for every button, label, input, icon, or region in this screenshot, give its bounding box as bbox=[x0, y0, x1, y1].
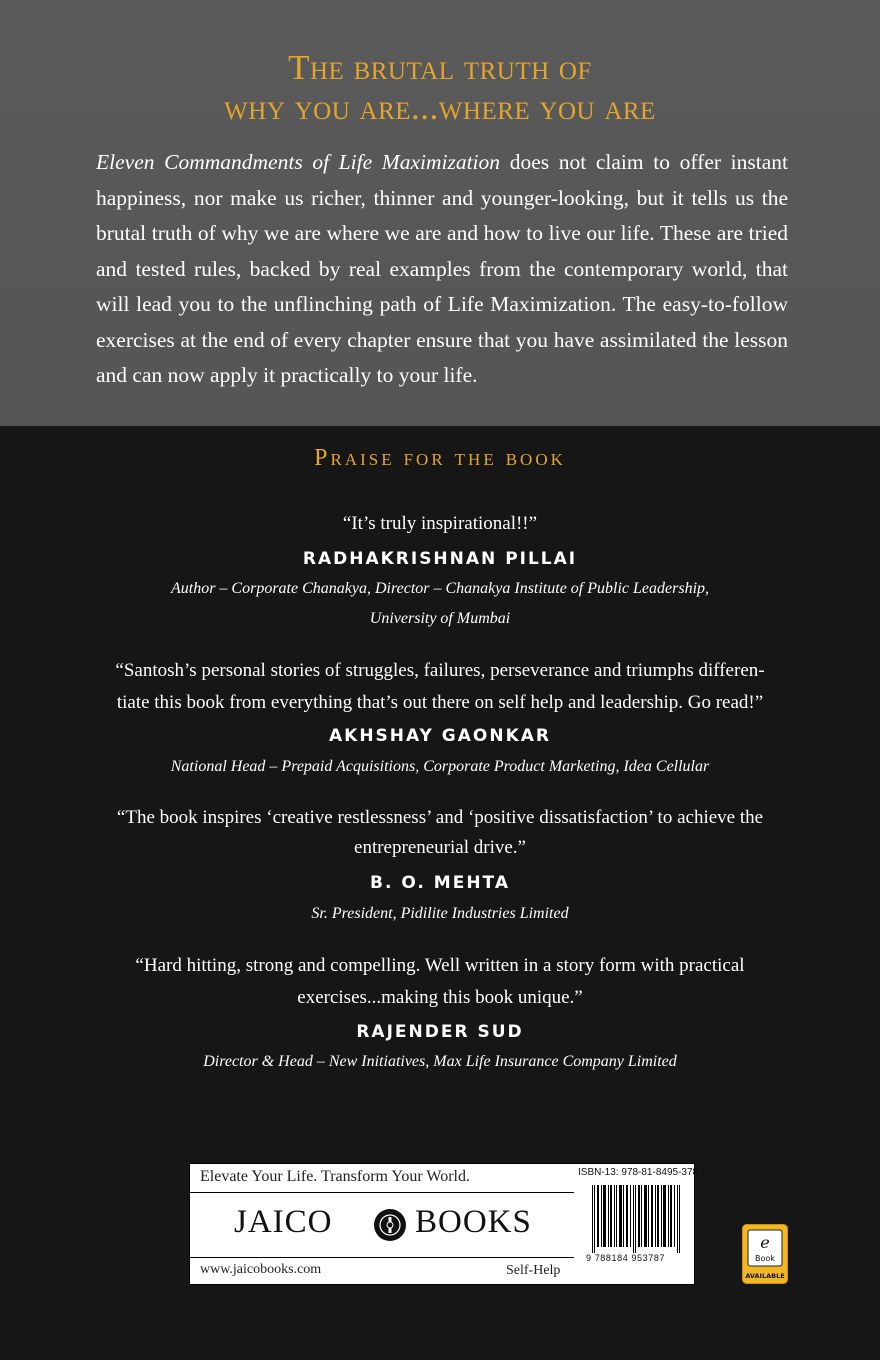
barcode-box bbox=[574, 1163, 707, 1285]
praise-quote-4a: “Hard hitting, strong and compelling. Well written in a story form with practical bbox=[135, 955, 745, 976]
praise-quote-2b: tiate this book from everything that’s out there on self help and leadership. Go read!” bbox=[116, 692, 764, 713]
praise-quote-2a: “Santosh’s personal stories of struggles, failures, perseverance and triumphs differen- bbox=[115, 660, 765, 681]
barcode-icon bbox=[592, 1185, 682, 1253]
publisher-divider-top bbox=[190, 1192, 574, 1193]
genre-label: Self-Help bbox=[506, 1263, 561, 1278]
blurb-text bbox=[96, 145, 788, 394]
publisher-brand-right: BOOKS bbox=[415, 1204, 532, 1240]
praise-role-3: Sr. President, Pidilite Industries Limited bbox=[311, 905, 569, 922]
ebook-label: Book bbox=[755, 1254, 775, 1263]
praise-quote-4b: exercises...making this book unique.” bbox=[297, 987, 583, 1008]
ebook-status: AVAILABLE bbox=[745, 1272, 785, 1280]
book-title-italic: Eleven Commandments of Life Maximization bbox=[96, 150, 501, 174]
praise-role-1b: University of Mumbai bbox=[369, 610, 511, 627]
praise-name-4: RAJENDER SUD bbox=[356, 1022, 524, 1042]
publisher-box bbox=[189, 1163, 575, 1285]
publisher-tagline: Elevate Your Life. Transform Your World. bbox=[200, 1168, 470, 1185]
publisher-brand-left: JAICO bbox=[234, 1204, 333, 1240]
ebook-available-icon bbox=[742, 1224, 788, 1284]
praise-name-1: RADHAKRISHNAN PILLAI bbox=[302, 549, 578, 569]
praise-quote-1: “It’s truly inspirational!!” bbox=[342, 513, 538, 534]
jaico-logo-icon bbox=[373, 1208, 407, 1242]
blurb-body: does not claim to offer instant happiness, nor make us richer, thinner and younger-looking, but it tells us the brutal truth of why we are where we are and how to live our life. These are tried and tested rules, backed by real examples from the contemporary world, that will lead you to the unflinching path of Life Maximization. The easy-to-follow exercises at the end of every chapter ensure that you have assimilated the lesson and can now apply it practically to your life. bbox=[96, 150, 789, 387]
headline-line-1: The brutal truth of bbox=[288, 48, 592, 87]
praise-role-2: National Head – Prepaid Acquisitions, Corporate Product Marketing, Idea Cellular bbox=[170, 758, 710, 775]
praise-role-1a: Author – Corporate Chanakya, Director – Chanakya Institute of Public Leadership, bbox=[170, 580, 710, 597]
barcode-digits: 9 788184 953787 bbox=[586, 1253, 666, 1263]
praise-name-3: B. O. MEHTA bbox=[370, 873, 510, 893]
headline-line-2: why you are...where you are bbox=[224, 88, 656, 127]
praise-name-2: AKHSHAY GAONKAR bbox=[329, 726, 551, 746]
praise-title: Praise for the book bbox=[314, 445, 566, 471]
praise-role-4: Director & Head – New Initiatives, Max Life Insurance Company Limited bbox=[203, 1053, 677, 1070]
publisher-divider-bottom bbox=[190, 1257, 574, 1258]
ebook-letter: e bbox=[760, 1233, 770, 1252]
praise-quote-3a: “The book inspires ‘creative restlessness’ and ‘positive dissatisfaction’ to achieve the bbox=[116, 807, 764, 828]
praise-quote-3b: entrepreneurial drive.” bbox=[354, 837, 526, 858]
publisher-website: www.jaicobooks.com bbox=[200, 1262, 322, 1277]
isbn-text: ISBN-13: 978-81-8495-378-7 bbox=[578, 1167, 707, 1178]
